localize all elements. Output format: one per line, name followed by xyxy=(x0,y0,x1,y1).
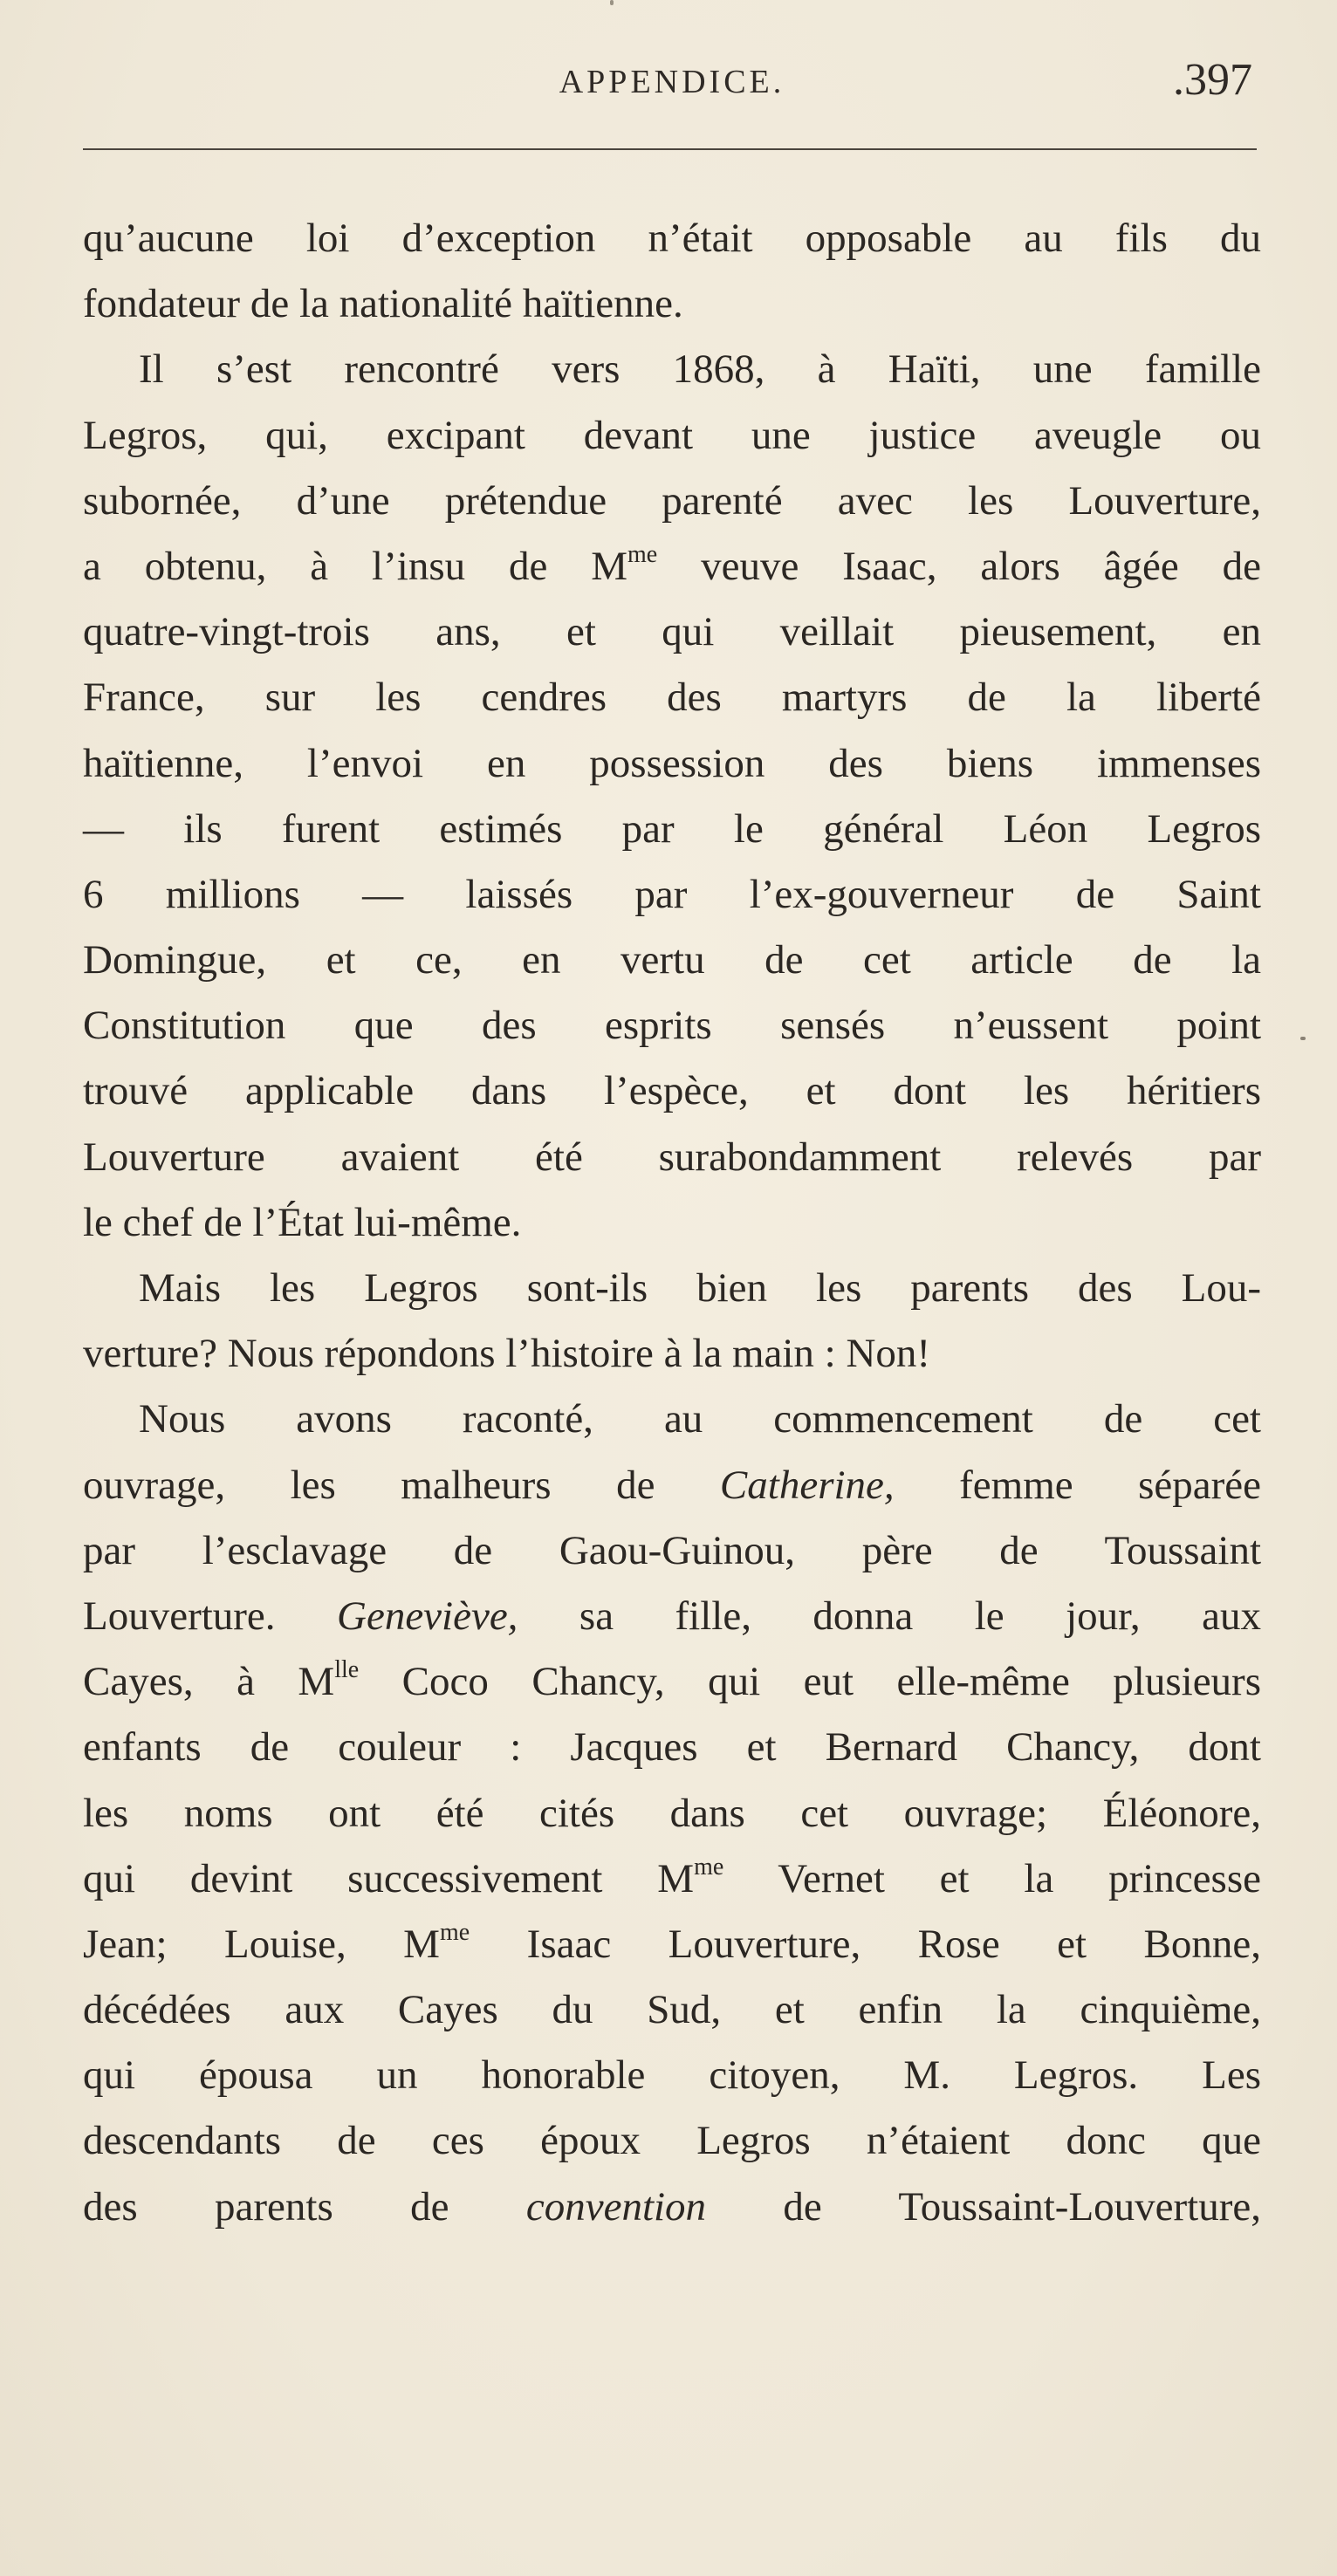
text-line: — ils furent estimés par le général Léon Legros xyxy=(83,805,1261,852)
text-run: Cayes, à M xyxy=(83,1659,335,1705)
margin-speck xyxy=(1300,1037,1306,1040)
text-line: fondateur de la nationalité haïtienne. xyxy=(83,281,683,327)
text-run: veuve Isaac, alors âgée de xyxy=(657,543,1261,589)
text-run: Louverture. xyxy=(83,1593,338,1639)
italic-word: convention xyxy=(525,2183,707,2230)
superscript: me xyxy=(694,1853,724,1881)
text-line: Domingue, et ce, en vertu de cet article de la xyxy=(83,937,1261,983)
text-line: 6 millions — laissés par l’ex-gouverneur de Saint xyxy=(83,871,1261,917)
text-line: haïtienne, l’envoi en possession des biens immenses xyxy=(83,740,1261,786)
superscript: me xyxy=(439,1918,470,1946)
text-line xyxy=(83,2175,1261,2240)
print-speck xyxy=(610,0,614,5)
running-title: APPENDICE. xyxy=(559,64,785,100)
text-line: Nous avons raconté, au commencement de cet xyxy=(139,1396,1261,1442)
text-line: quatre-vingt-trois ans, et qui veillait pieusement, en xyxy=(83,609,1261,655)
text-run: ouvrage, les malheurs de xyxy=(83,1462,720,1508)
text-line: Louverture avaient été surabondamment relevés par xyxy=(83,1134,1261,1180)
superscript: me xyxy=(627,540,658,568)
text-line xyxy=(83,1912,1261,1977)
text-run: femme séparée xyxy=(894,1462,1261,1508)
text-line: Mais les Legros sont-ils bien les parents des Lou- xyxy=(139,1265,1261,1311)
text-line: par l’esclavage de Gaou-Guinou, père de Toussaint xyxy=(83,1527,1261,1573)
text-line xyxy=(83,1846,1261,1912)
italic-name: Geneviève, xyxy=(337,1593,518,1639)
text-line: qui épousa un honorable citoyen, M. Legros. Les xyxy=(83,2052,1261,2099)
body-text xyxy=(83,206,1261,2240)
text-line: France, sur les cendres des martyrs de la liberté xyxy=(83,675,1261,721)
text-run: Jean; Louise, M xyxy=(83,1921,440,1967)
text-line: verture? Nous répondons l’histoire à la main : Non! xyxy=(83,1331,931,1377)
text-line: enfants de couleur : Jacques et Bernard Chancy, dont xyxy=(83,1724,1261,1771)
text-line: Legros, qui, excipant devant une justice aveugle ou xyxy=(83,412,1261,458)
text-line: qu’aucune loi d’exception n’était opposable au fils du xyxy=(83,216,1261,261)
text-line xyxy=(83,534,1261,599)
text-run: Isaac Louverture, Rose et Bonne, xyxy=(470,1921,1262,1967)
text-line: décédées aux Cayes du Sud, et enfin la cinquième, xyxy=(83,1987,1261,2033)
text-run: des parents de xyxy=(83,2183,526,2230)
text-line: subornée, d’une prétendue parenté avec les Louverture, xyxy=(83,477,1261,524)
text-line: Constitution que des esprits sensés n’eussent point xyxy=(83,1003,1261,1049)
text-line: les noms ont été cités dans cet ouvrage; Éléonore, xyxy=(83,1790,1261,1836)
text-run: qui devint successivement M xyxy=(83,1855,695,1901)
text-line: descendants de ces époux Legros n’étaient donc que xyxy=(83,2118,1261,2164)
text-line: le chef de l’État lui-même. xyxy=(83,1199,522,1245)
text-run: sa fille, donna le jour, aux xyxy=(518,1593,1262,1639)
text-run: Vernet et la princesse xyxy=(723,1855,1261,1901)
text-line: Il s’est rencontré vers 1868, à Haïti, une famille xyxy=(139,346,1261,393)
text-line: trouvé applicable dans l’espèce, et dont les héritiers xyxy=(83,1068,1261,1114)
text-line xyxy=(83,1649,1261,1715)
running-head xyxy=(83,54,1261,115)
text-line xyxy=(83,1584,1261,1649)
text-line xyxy=(83,1453,1261,1518)
text-run: de Toussaint-Louverture, xyxy=(706,2183,1261,2230)
page-number: .397 xyxy=(1173,55,1252,105)
text-run: a obtenu, à l’insu de M xyxy=(83,543,628,589)
text-run: Coco Chancy, qui eut elle-même plusieurs xyxy=(359,1659,1261,1705)
italic-name: Catherine, xyxy=(719,1462,895,1508)
superscript: lle xyxy=(334,1656,360,1684)
header-rule xyxy=(83,148,1257,150)
